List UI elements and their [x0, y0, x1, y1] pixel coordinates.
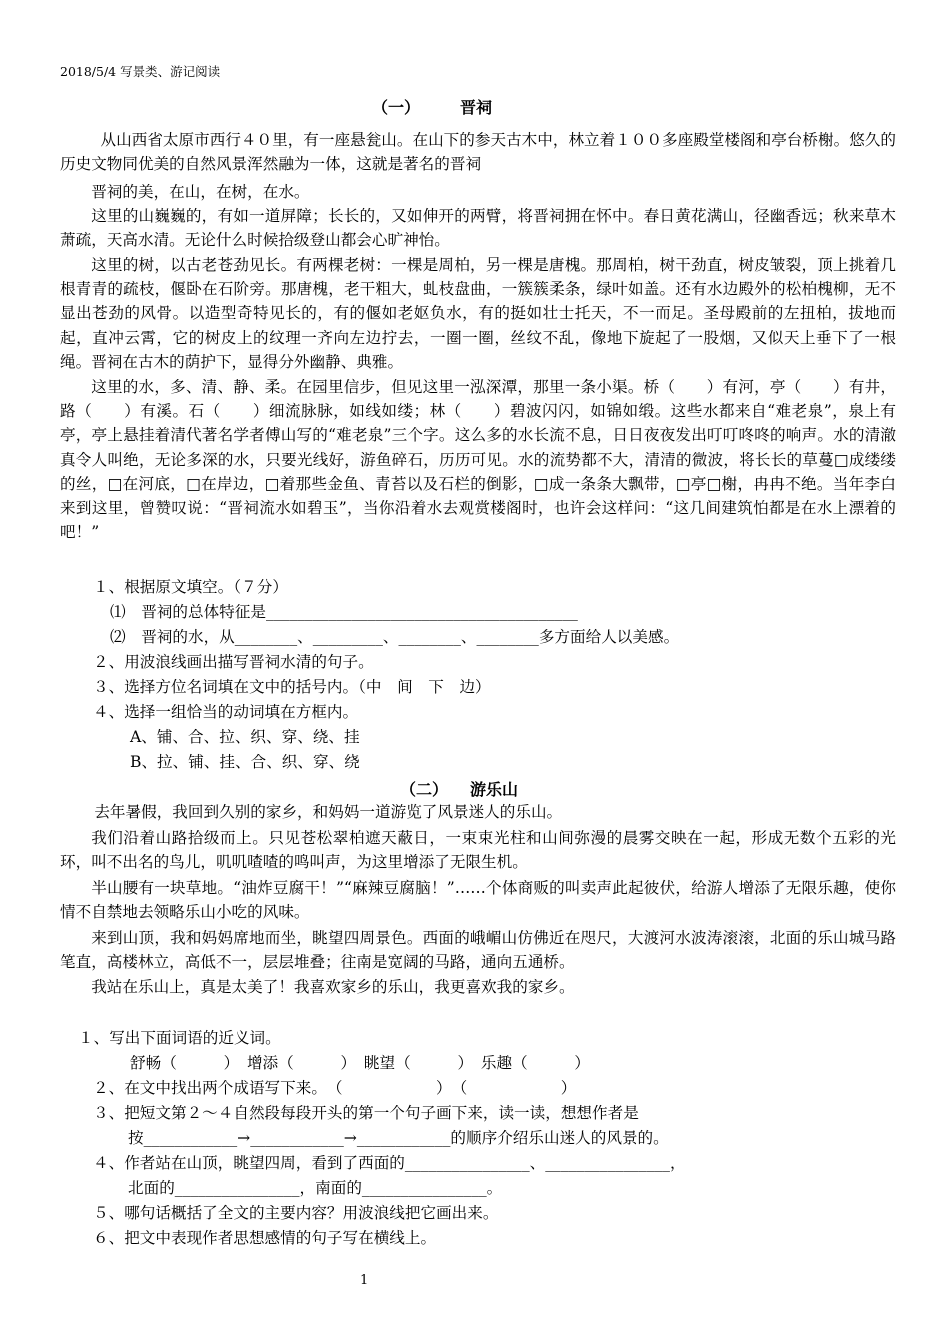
s1-paragraph-5: 这里的水，多、清、静、柔。在园里信步，但见这里一泓深潭，那里一条小渠。桥（ ）有河，亭（ ）有井，路（ ）有溪。石（ ）细流脉脉，如线如缕；林（ ）碧波闪闪，如锦如缎。这些水都来自“难老泉”，泉上有亭，亭上悬挂着清代著名学者傅山写的“难老泉”三个字。这么多的水长流不息，日日夜夜发出叮叮咚咚的响声。水的清澈真令人叫绝，无论多深的水，只要光线好，游鱼碎石，历历可见。水的流势都不大，清清的微波，将长长的草蔓□成缕缕的丝，□在河底，□在岸边，□着那些金鱼、青苔以及石栏的倒影，□成一条条大飘带，□亭□榭，冉冉不绝。当年李白来到这里，曾赞叹说：“晋祠流水如碧玉”，当你沿着水去观赏楼阁时，也许会这样问：“这几间建筑怕都是在水上漂着的吧！”: [60, 378, 896, 542]
section2-heading: [400, 777, 518, 800]
page-header: 2018/5/4 写景类、游记阅读: [60, 64, 221, 79]
s1-question-3: ３、选择方位名词填在文中的括号内。（中 间 下 边）: [93, 678, 491, 696]
s1-question-4: ４、选择一组恰当的动词填在方框内。: [93, 703, 359, 721]
section1-title: 晋祠: [460, 98, 493, 117]
s2-question-3: ３、把短文第２～４自然段每段开头的第一个句子画下来，读一读，想想作者是: [93, 1104, 639, 1122]
s2-paragraph-5: 我站在乐山上，真是太美了！我喜欢家乡的乐山，我更喜欢我的家乡。: [91, 978, 575, 996]
s2-question-5: ５、哪句话概括了全文的主要内容？用波浪线把它画出来。: [93, 1204, 499, 1222]
s2-paragraph-2: 我们沿着山路拾级而上。只见苍松翠柏遮天蔽日，一束束光柱和山间弥漫的晨雾交映在一起，形成无数个五彩的光环，叫不出名的鸟儿，叽叽喳喳的鸣叫声，为这里增添了无限生机。: [60, 829, 896, 872]
s2-question-6: ６、把文中表现作者思想感情的句子写在横线上。: [93, 1229, 437, 1247]
s1-question-1: １、根据原文填空。（７分）: [93, 578, 288, 596]
s2-paragraph-4: 来到山顶，我和妈妈席地而坐，眺望四周景色。西面的峨嵋山仿佛近在咫尺，大渡河水波涛滚滚，北面的乐山城马路笔直，高楼林立，高低不一，层层堆叠；往南是宽阔的马路，通向五通桥。: [60, 929, 896, 972]
s2-question-4-cont: 北面的________________，南面的________________。: [128, 1179, 503, 1197]
s2-question-2: ２、在文中找出两个成语写下来。 （ ） （ ）: [93, 1079, 577, 1097]
s1-paragraph-1: 从山西省太原市西行４０里，有一座悬瓮山。在山下的参天古木中，林立着１００多座殿堂楼阁和亭台桥榭。悠久的历史文物同优美的自然风景浑然融为一体，这就是著名的晋祠: [60, 131, 896, 174]
s2-question-1: １、写出下面词语的近义词。: [78, 1029, 281, 1047]
s2-paragraph-1: 去年暑假，我回到久别的家乡，和妈妈一道游览了风景迷人的乐山。: [94, 803, 563, 821]
section2-title: 游乐山: [470, 780, 519, 799]
s2-question-1-words: 舒畅（ ） 增添（ ） 眺望（ ） 乐趣（ ）: [130, 1054, 591, 1072]
page-number: 1: [360, 1273, 369, 1288]
s2-question-3-blank: 按____________→____________→____________的顺序介绍乐山迷人的风景的。: [128, 1129, 669, 1147]
s1-paragraph-2: 晋祠的美，在山，在树，在水。: [91, 183, 310, 201]
s2-question-4: ４、作者站在山顶，眺望四周，看到了西面的________________、________________，: [93, 1154, 686, 1172]
s2-paragraph-3: 半山腰有一块草地。“油炸豆腐干！”“麻辣豆腐脑！”……个体商贩的叫卖声此起彼伏，给游人增添了无限乐趣，使你情不自禁地去领略乐山小吃的风味。: [60, 879, 896, 922]
s1-question-2: ２、用波浪线画出描写晋祠水清的句子。: [93, 653, 374, 671]
s1-paragraph-4: 这里的树，以古老苍劲见长。有两棵老树：一棵是周柏，另一棵是唐槐。那周柏，树干劲直，树皮皱裂，顶上挑着几根青青的疏枝，偃卧在石阶旁。那唐槐，老干粗大，虬枝盘曲，一簇簇柔条，绿叶如盖。还有水边殿外的松柏槐柳，无不显出苍劲的风骨。以造型奇特见长的，有的偃如老妪负水，有的挺如壮士托天，不一而足。圣母殿前的左扭柏，拔地而起，直冲云霄，它的树皮上的纹理一齐向左边拧去，一圈一圈，丝纹不乱，像地下旋起了一股烟，又似天上垂下了一根绳。晋祠在古木的荫护下，显得分外幽静、典雅。: [60, 256, 896, 371]
section1-heading: [372, 95, 492, 118]
section1-number: （一）: [372, 98, 421, 117]
s1-option-b: B、拉、铺、挂、合、织、穿、绕: [130, 753, 360, 771]
s1-option-a: A、铺、合、拉、织、穿、绕、挂: [130, 728, 360, 746]
s1-question-1b: ⑵ 晋祠的水，从________、_________、________、________多方面给人以美感。: [110, 628, 680, 646]
s1-question-1a: ⑴ 晋祠的总体特征是________________________________________: [110, 603, 578, 621]
s1-paragraph-3: 这里的山巍巍的，有如一道屏障；长长的，又如伸开的两臂，将晋祠拥在怀中。春日黄花满山，径幽香远；秋来草木萧疏，天高水清。无论什么时候拾级登山都会心旷神怡。: [60, 207, 896, 250]
section2-number: （二）: [400, 780, 449, 799]
